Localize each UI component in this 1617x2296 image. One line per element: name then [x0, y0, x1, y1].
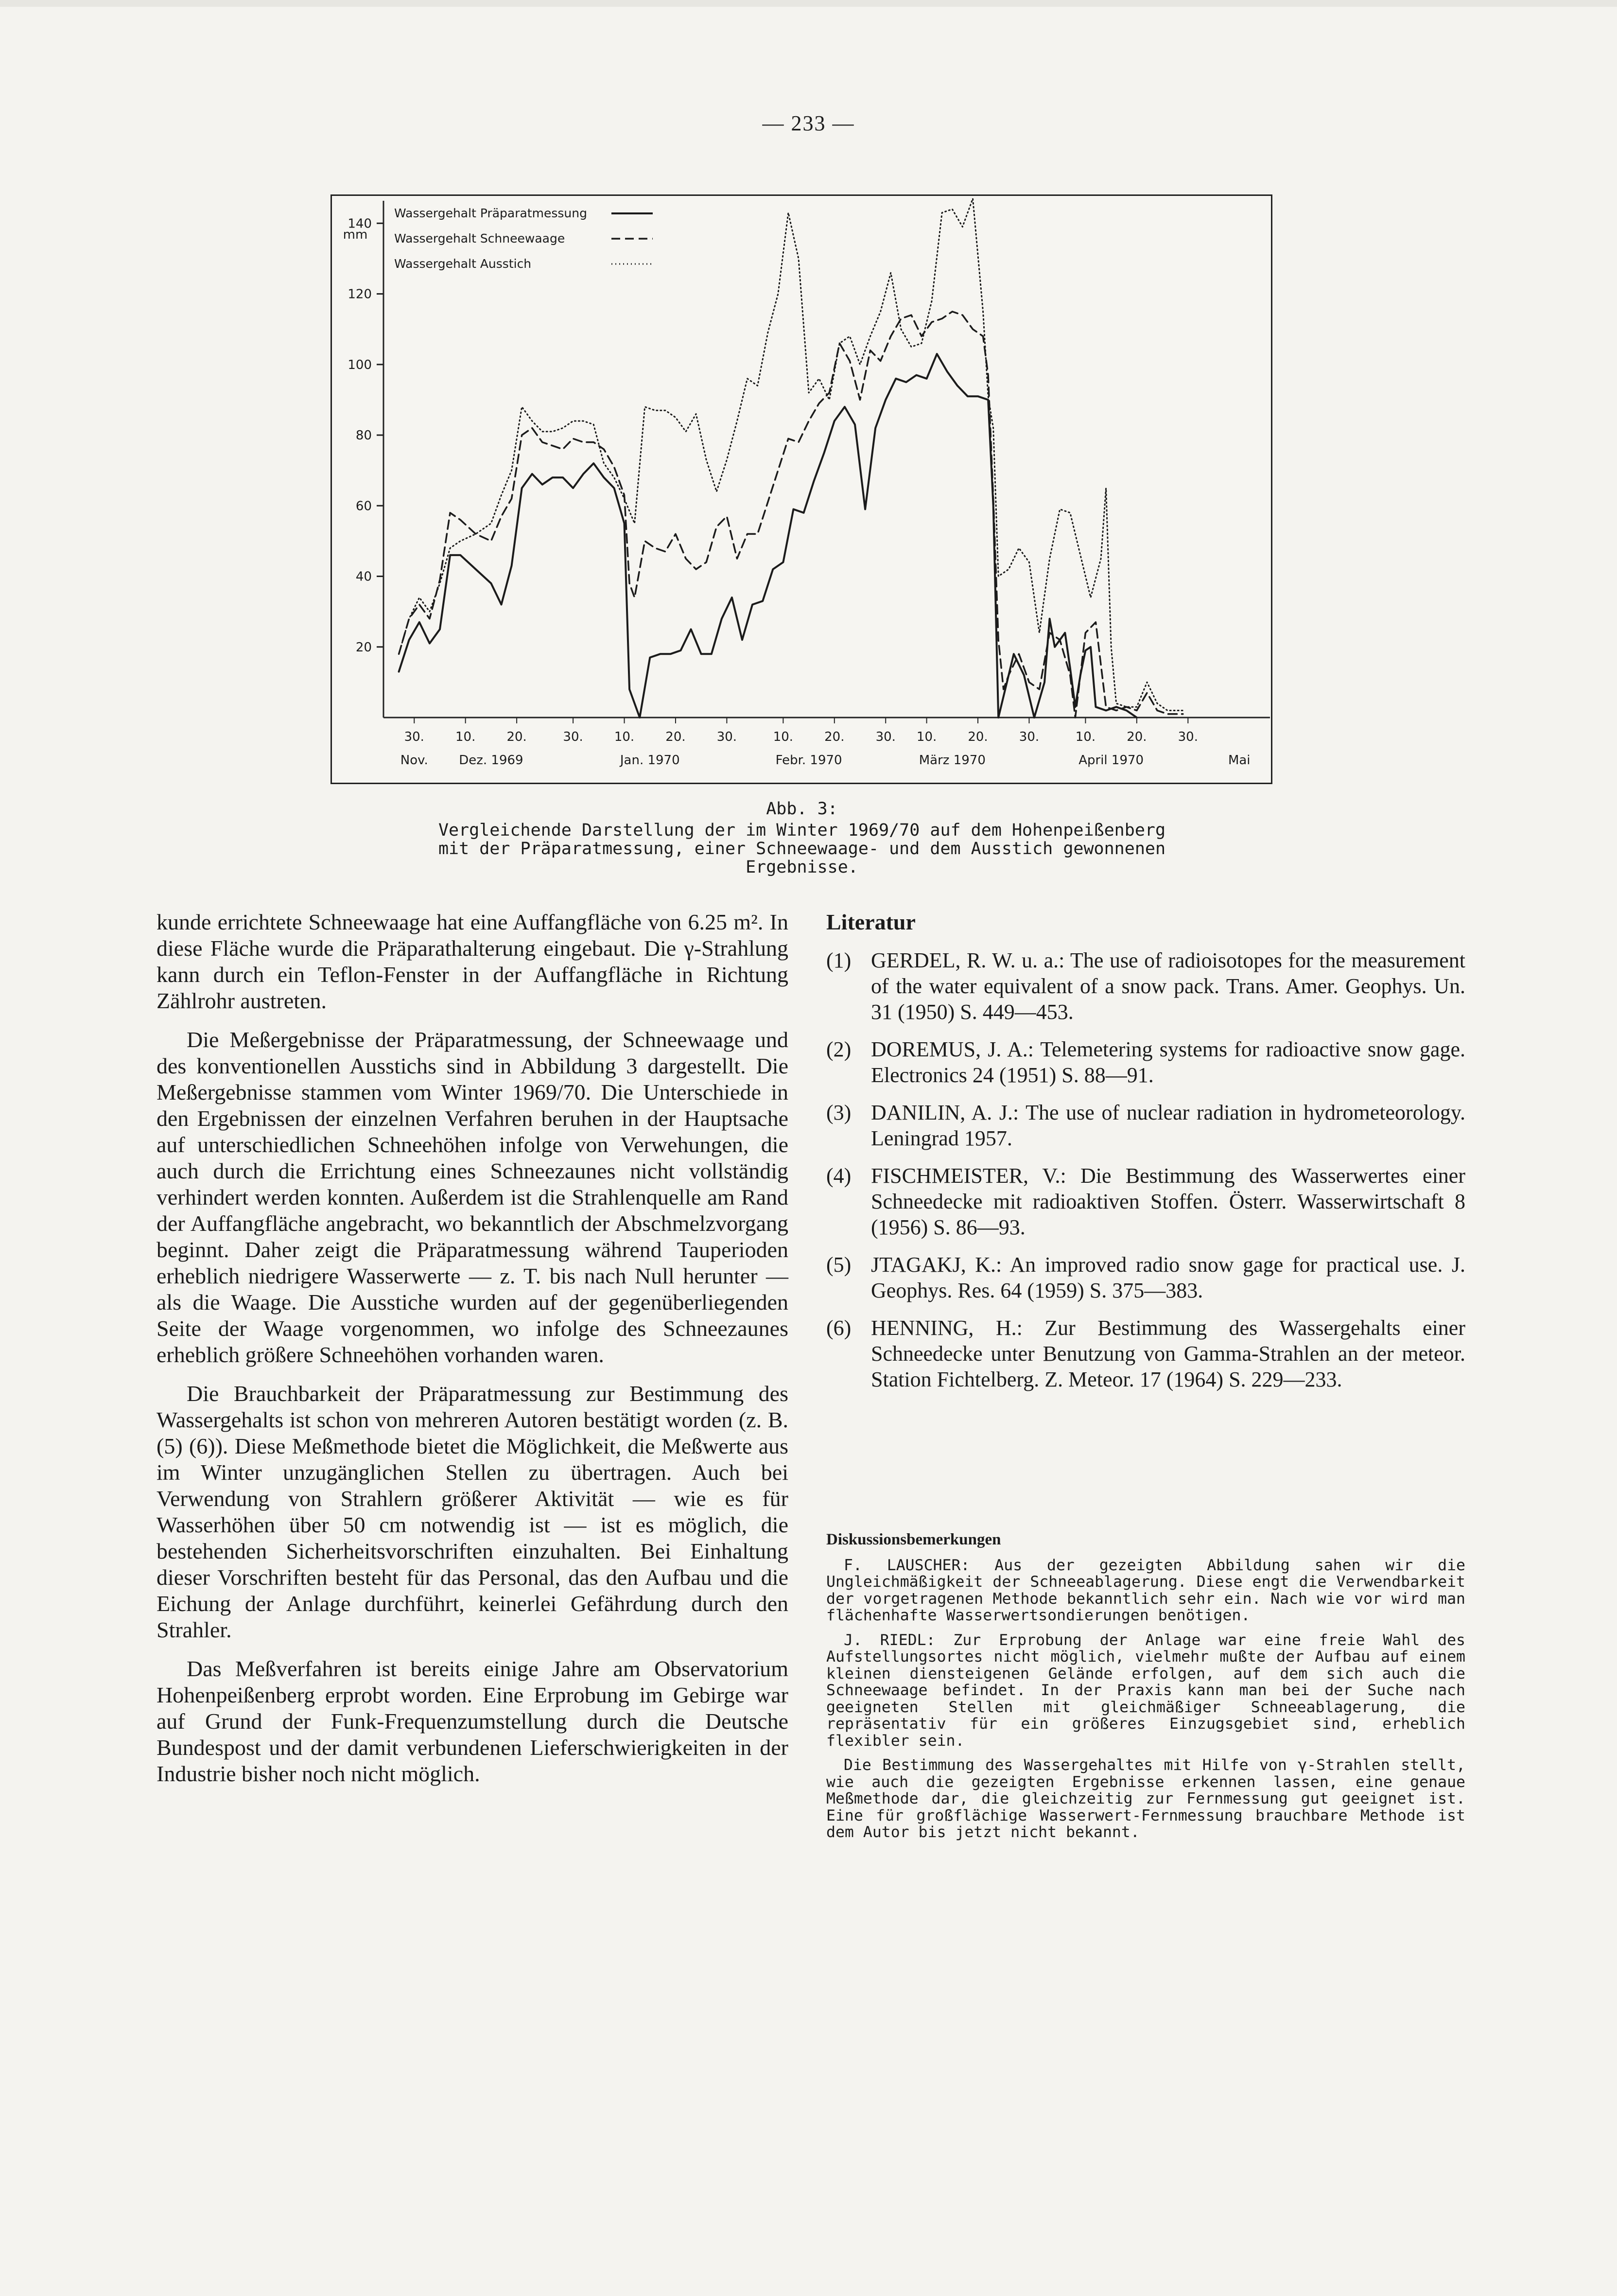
- snow-water-chart: [332, 196, 1271, 783]
- x-tick-label: 20.: [1127, 730, 1147, 744]
- x-tick-label: 10.: [916, 730, 937, 744]
- literature-heading: Literatur: [826, 910, 916, 934]
- x-tick-label: 30.: [1178, 730, 1198, 744]
- x-tick-label: 10.: [1075, 730, 1096, 744]
- x-tick-label: 30.: [404, 730, 424, 744]
- discussion-heading: Diskussionsbemerkungen: [826, 1531, 1001, 1548]
- reference-text: FISCHMEISTER, V.: Die Bestimmung des Wasserwertes einer Schneedecke mit radioaktiven Stoffen. Österr. Wasserwirtschaft 8 (1956) S. 86—93.: [871, 1164, 1465, 1239]
- reference-number: (1): [826, 948, 852, 972]
- reference-text: HENNING, H.: Zur Bestimmung des Wassergehalts einer Schneedecke unter Benutzung von Gamma-Strahlen an der meteor. Station Fichtelberg. Z. Meteor. 17 (1964) S. 229—233.: [871, 1316, 1465, 1391]
- x-month-label: Dez. 1969: [459, 753, 523, 768]
- x-tick-label: 30.: [1019, 730, 1040, 744]
- y-tick-label: 60: [355, 499, 372, 514]
- literature-section: [826, 909, 1465, 1404]
- reference-item: [826, 1252, 1465, 1303]
- y-tick-label: 140: [348, 216, 372, 231]
- x-month-label: April 1970: [1078, 753, 1144, 768]
- x-tick-label: 20.: [968, 730, 988, 744]
- x-tick-label: 20.: [506, 730, 527, 744]
- y-tick-label: 80: [355, 428, 372, 443]
- y-tick-label: 40: [355, 569, 372, 584]
- body-paragraph: kunde errichtete Schneewaage hat eine Auffangfläche von 6.25 m². In diese Fläche wurde die Präparathalterung eingebaut. Die γ-Strahlung kann durch ein Teflon-Fenster in der Auffangfläche in Richtung Zählrohr austreten.: [156, 910, 788, 1013]
- figure-caption: [437, 800, 1166, 876]
- reference-text: GERDEL, R. W. u. a.: The use of radioisotopes for the measurement of the water equivalent of a snow pack. Trans. Amer. Geophys. Un. 31 (1950) S. 449—453.: [871, 948, 1465, 1024]
- discussion-section: [826, 1531, 1465, 1849]
- reference-number: (4): [826, 1164, 852, 1188]
- body-paragraph: Die Meßergebnisse der Präparatmessung, der Schneewaage und des konventionellen Ausstichs sind in Abbildung 3 dargestellt. Die Meßergebnisse stammen vom Winter 1969/70. Die Unterschiede in den Ergebnissen der einzelnen Verfahren beruhen in der Hauptsache auf unterschiedlichen Schneehöhen infolge von Verwehungen, die auch durch die Errichtung eines Schneezaunes nicht vollständig verhindert werden konnten. Außerdem ist die Strahlenquelle am Rand der Auffangfläche angebracht, wo bekanntlich der Abschmelzvorgang beginnt. Daher zeigt die Präparatmessung während Tauperioden erheblich niedrigere Wasserwerte — z. T. bis nach Null herunter — als die Waage. Die Ausstiche wurden auf der gegenüberliegenden Seite der Waage vorgenommen, wo infolge des Schneezaunes erheblich größere Schneehöhen vorhanden waren.: [156, 1027, 788, 1367]
- body-paragraph: Das Meßverfahren ist bereits einige Jahre am Observatorium Hohenpeißenberg erprobt worden. Eine Erprobung im Gebirge war auf Grund der Funk-Frequenzumstellung durch die Deutsche Bundespost und der damit verbundenen Lieferschwierigkeiten in der Industrie bisher noch nicht möglich.: [156, 1656, 788, 1786]
- y-tick-label: 100: [348, 357, 372, 372]
- y-axis-label: mm: [343, 228, 368, 242]
- reference-number: (5): [826, 1253, 852, 1277]
- x-month-label: Nov.: [400, 753, 428, 768]
- caption-text: Vergleichende Darstellung der im Winter 1969/70 auf dem Hohenpeißenberg mit der Präparatmessung, einer Schneewaage- und dem Ausstich gewonnenen Ergebnisse.: [438, 821, 1166, 877]
- reference-number: (6): [826, 1316, 852, 1340]
- x-month-label: Febr. 1970: [775, 753, 842, 768]
- y-tick-label: 120: [348, 287, 372, 302]
- caption-title: Abb. 3:: [766, 799, 838, 819]
- reference-number: (3): [826, 1101, 852, 1124]
- page-number: — 233 —: [762, 111, 855, 135]
- legend-label: Wassergehalt Schneewaage: [394, 231, 565, 245]
- x-month-label: Jan. 1970: [620, 753, 680, 768]
- x-tick-label: 30.: [563, 730, 583, 744]
- reference-text: DOREMUS, J. A.: Telemetering systems for radioactive snow gage. Electronics 24 (1951) S. 88—91.: [871, 1037, 1465, 1087]
- figure-frame: [330, 194, 1272, 784]
- reference-item: [826, 1315, 1465, 1392]
- x-tick-label: 10.: [455, 730, 476, 744]
- series-line-solid: [399, 354, 1137, 718]
- series-line-dashed: [399, 312, 1183, 718]
- discussion-paragraph: F. LAUSCHER: Aus der gezeigten Abbildung sahen wir die Ungleichmäßigkeit der Schneeablagerung. Diese engt die Verwendbarkeit der vorgetragenen Methode bekanntlich sehr ein. Nach wie vor wird man flächenhafte Wasserwertsondierungen benötigen.: [826, 1556, 1465, 1624]
- reference-item: [826, 1163, 1465, 1240]
- discussion-paragraph: Die Bestimmung des Wassergehaltes mit Hilfe von γ-Strahlen stellt, wie auch die gezeigten Ergebnisse erkennen lassen, eine genaue Meßmethode dar, die gleichzeitig zur Fernmessung gut geeignet ist. Eine für großflächige Wasserwert-Fernmessung brauchbare Methode ist dem Autor bis jetzt nicht bekannt.: [826, 1756, 1465, 1841]
- reference-text: JTAGAKJ, K.: An improved radio snow gage for practical use. J. Geophys. Res. 64 (1959) S. 375—383.: [871, 1253, 1465, 1302]
- legend-label: Wassergehalt Präparatmessung: [394, 206, 587, 220]
- reference-number: (2): [826, 1037, 852, 1061]
- legend-label: Wassergehalt Ausstich: [394, 257, 532, 271]
- x-month-label: März 1970: [919, 753, 986, 768]
- x-tick-label: 20.: [665, 730, 686, 744]
- x-month-label: Mai: [1228, 753, 1251, 768]
- reference-item: [826, 1100, 1465, 1151]
- y-tick-label: 20: [355, 640, 372, 655]
- body-text-column: [156, 909, 788, 1800]
- page-top-edge: [0, 0, 1617, 7]
- discussion-paragraph: J. RIEDL: Zur Erprobung der Anlage war eine freie Wahl des Aufstellungsortes nicht möglich, vielmehr mußte der Aufbau auf einem kleinen diensteigenen Gelände erfolgen, auf dem sich auch die Schneewaage befindet. In der Praxis kann man bei der Suche nach geeigneten Stellen mit gleichmäßiger Schneeablagerung, die repräsentativ für ein größeres Einzugsgebiet sind, erheblich flexibler sein.: [826, 1631, 1465, 1750]
- x-tick-label: 10.: [614, 730, 635, 744]
- x-tick-label: 30.: [716, 730, 737, 744]
- reference-text: DANILIN, A. J.: The use of nuclear radiation in hydrometeorology. Leningrad 1957.: [871, 1101, 1465, 1150]
- x-tick-label: 20.: [824, 730, 845, 744]
- x-tick-label: 30.: [875, 730, 896, 744]
- reference-item: [826, 1036, 1465, 1088]
- x-tick-label: 10.: [773, 730, 794, 744]
- body-paragraph: Die Brauchbarkeit der Präparatmessung zur Bestimmung des Wassergehalts ist schon von mehreren Autoren bestätigt worden (z. B. (5) (6)). Diese Meßmethode bietet die Möglichkeit, die Meßwerte aus im Winter unzugänglichen Stellen zu übertragen. Auch bei Verwendung von Strahlern größerer Aktivität — wie es für Wasserhöhen über 50 cm notwendig ist — ist es möglich, die bestehenden Sicherheitsvorschriften einzuhalten. Bei Einhaltung dieser Vorschriften besteht für das Personal, das den Aufbau und die Eichung der Anlage durchführt, keinerlei Gefährdung durch den Strahler.: [156, 1381, 788, 1642]
- reference-item: [826, 947, 1465, 1025]
